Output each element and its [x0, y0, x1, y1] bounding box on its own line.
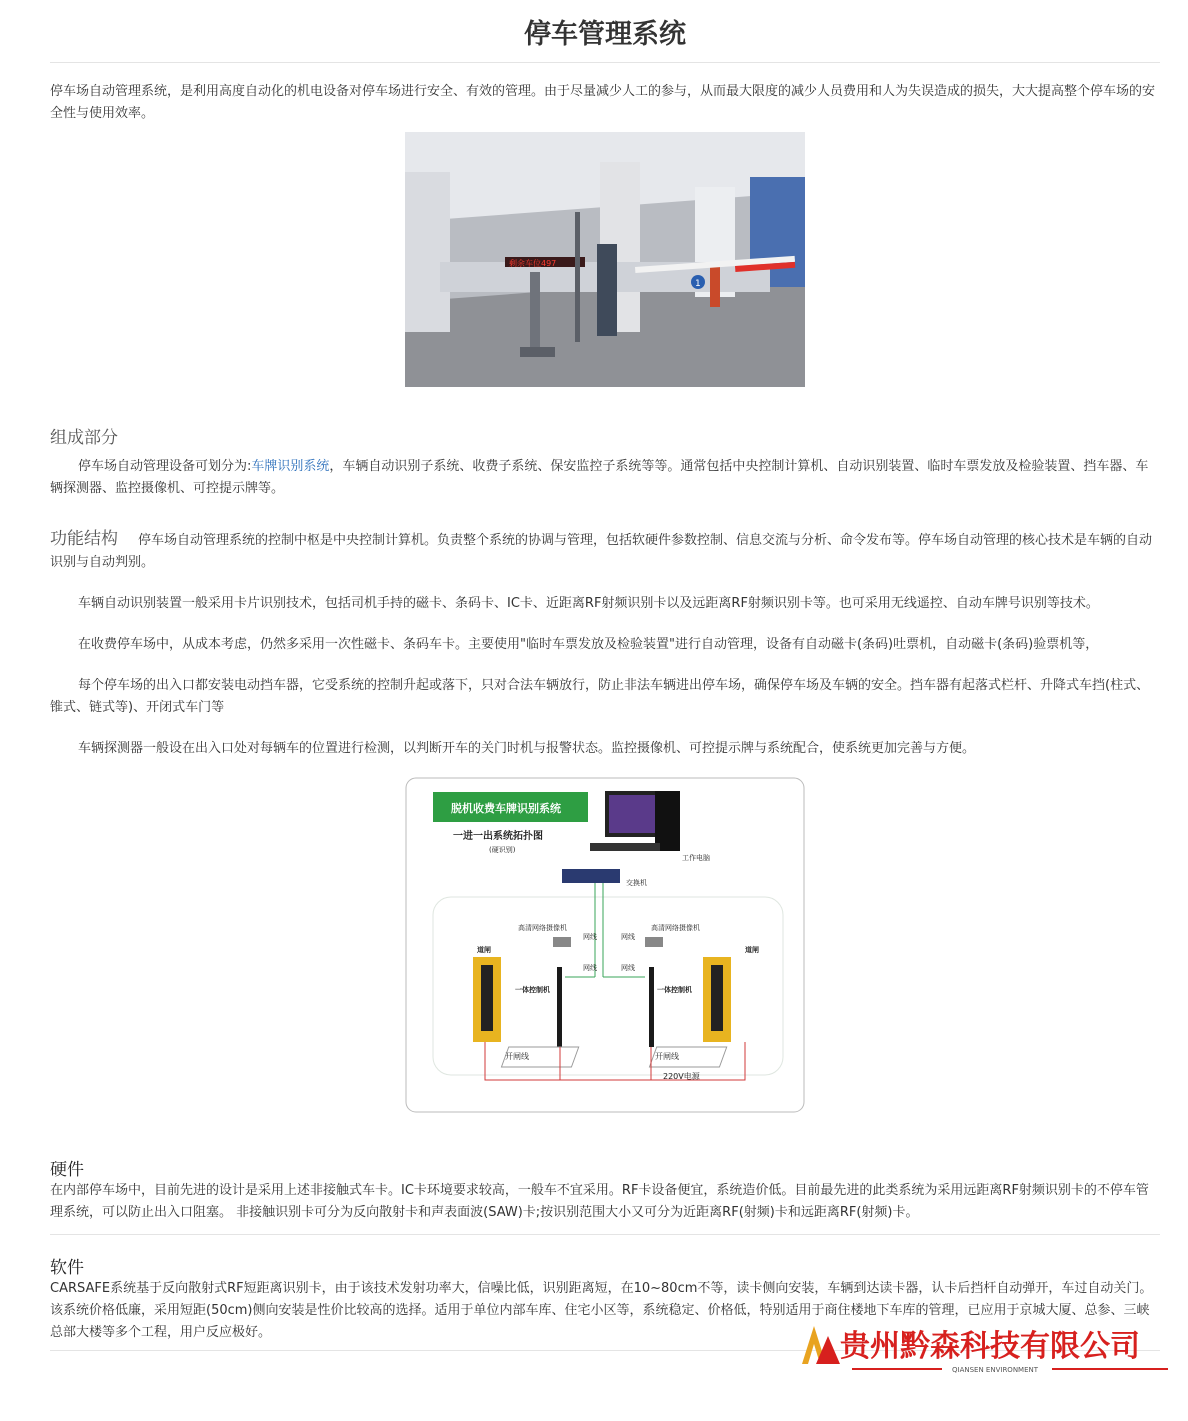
hardware-paragraph: 在内部停车场中，目前先进的设计是采用上述非接触式车卡。IC卡环境要求较高，一般车不宜采用。RF卡设备便宜，系统造价低。目前最先进的此类系统为采用远距离RF射频识别卡的不停车管理系统，可以防止出入口阻塞。 非接触识别卡可分为反向散射卡和声表面波(SAW)卡;按识别范围大小又可分为近距离RF(射频)卡和远距离RF(射频)卡。	[50, 1183, 1149, 1220]
network-cable-label: 网线	[583, 964, 597, 972]
controller-right-label: 一体控制机	[657, 986, 692, 994]
loop-left-label: 开闸线	[505, 1052, 529, 1061]
function-paragraph: 在收费停车场中，从成本考虑，仍然多采用一次性磁卡、条码车卡。主要使用"临时车票发放及检验装置"进行自动管理，设备有自动磁卡(条码)吐票机，自动磁卡(条码)验票机等，	[78, 637, 1099, 652]
controller-right-icon	[649, 967, 654, 1047]
switch-label: 交换机	[626, 879, 647, 887]
composition-rest: ，车辆自动识别子系统、收费子系统、保安监控子系统等等。通常包括中央控制计算机、自动识别装置、临时车票发放及检验装置、挡车器、车辆探测器、监控摄像机、可控提示牌等。	[50, 459, 1149, 496]
composition-prefix: 停车场自动管理设备可划分为:	[78, 459, 252, 474]
section-heading-composition: 组成部分	[50, 428, 118, 448]
camera-right-label: 高清网络摄像机	[651, 924, 700, 932]
page-title: 停车管理系统	[524, 19, 686, 50]
power-label: 220V电源	[663, 1072, 700, 1081]
function-lead: 停车场自动管理系统的控制中枢是中央控制计算机。负责整个系统的协调与管理，包括软硬件参数控制、信息交流与分析、命令发布等。停车场自动管理的核心技术是车辆的自动识别与自动判别。	[50, 533, 1153, 570]
camera-right-icon	[645, 937, 663, 947]
software-paragraph: CARSAFE系统基于反向散射式RF短距离识别卡，由于该技术发射功率大，信噪比低，识别距离短，在10~80cm不等，读卡侧向安装，车辆到达读卡器，认卡后挡杆自动弹开，车过自动关门。该系统价格低廉，采用短距(50cm)侧向安装是性价比较高的选择。适用于单位内部车库、住宅小区等，系统稳定、价格低，特别适用于商住楼地下车库的管理，已应用于京城大厦、总参、三峡总部大楼等多个工程，用户反应极好。	[50, 1281, 1153, 1340]
article	[50, 0, 1160, 1351]
camera-left-label: 高清网络摄像机	[518, 924, 567, 932]
switch-icon	[562, 869, 620, 883]
section-heading-hardware: 硬件	[50, 1160, 84, 1180]
company-english-name: QIANSEN ENVIRONMENT	[952, 1366, 1039, 1374]
gate-left-label: 道闸	[477, 946, 491, 954]
network-cable-label: 网线	[621, 964, 635, 972]
function-paragraph: 每个停车场的出入口都安装电动挡车器，它受系统的控制升起或落下，只对合法车辆放行，防止非法车辆进出停车场，确保停车场及车辆的安全。挡车器有起落式栏杆、升降式车挡(柱式、锥式、链式等)、开闭式车门等	[50, 678, 1150, 715]
composition-paragraph	[50, 456, 1160, 500]
function-paragraph: 车辆探测器一般设在出入口处对每辆车的位置进行检测，以判断开车的关门时机与报警状态。监控摄像机、可控提示牌与系统配合，使系统更加完善与方便。	[78, 741, 976, 756]
function-paragraph: 车辆自动识别装置一般采用卡片识别技术，包括司机手持的磁卡、条码卡、IC卡、近距离RF射频识别卡以及远距离RF射频识别卡等。也可采用无线遥控、自动车牌号识别等技术。	[78, 596, 1099, 611]
loop-right-label: 开闸线	[655, 1052, 679, 1061]
company-logo	[800, 1322, 1180, 1384]
section-divider	[50, 1234, 1160, 1235]
pc-tower-icon	[655, 791, 680, 851]
parking-lot-photo	[405, 132, 805, 387]
diagram-subtitle-note: (硬识别)	[489, 846, 516, 854]
network-cable-label: 网线	[621, 933, 635, 941]
topology-diagram	[405, 777, 805, 1113]
title-divider	[50, 62, 1160, 63]
network-cable-label: 网线	[583, 933, 597, 941]
diagram-subtitle: 一进一出系统拓扑图	[453, 831, 543, 842]
function-lead-paragraph	[50, 528, 1160, 574]
controller-left-label: 一体控制机	[515, 986, 550, 994]
diagram-title: 脱机收费车牌识别系统	[451, 802, 561, 815]
controller-left-icon	[557, 967, 562, 1047]
camera-left-icon	[553, 937, 571, 947]
remaining-spaces-sign: 剩余车位497	[509, 259, 557, 268]
gate-right-label: 道闸	[745, 946, 759, 954]
company-name: 贵州黔森科技有限公司	[840, 1329, 1140, 1364]
intro-paragraph: 停车场自动管理系统，是利用高度自动化的机电设备对停车场进行安全、有效的管理。由于尽量减少人工的参与，从而最大限度的减少人员费用和人为失误造成的损失，大大提高整个停车场的安全性与使用效率。	[50, 84, 1156, 121]
section-heading-function: 功能结构	[50, 529, 118, 549]
pc-label: 工作电脑	[682, 854, 710, 862]
license-plate-link[interactable]: 车牌识别系统	[251, 459, 330, 474]
section-heading-software: 软件	[50, 1258, 84, 1278]
lane-number-badge: 1	[695, 279, 701, 289]
